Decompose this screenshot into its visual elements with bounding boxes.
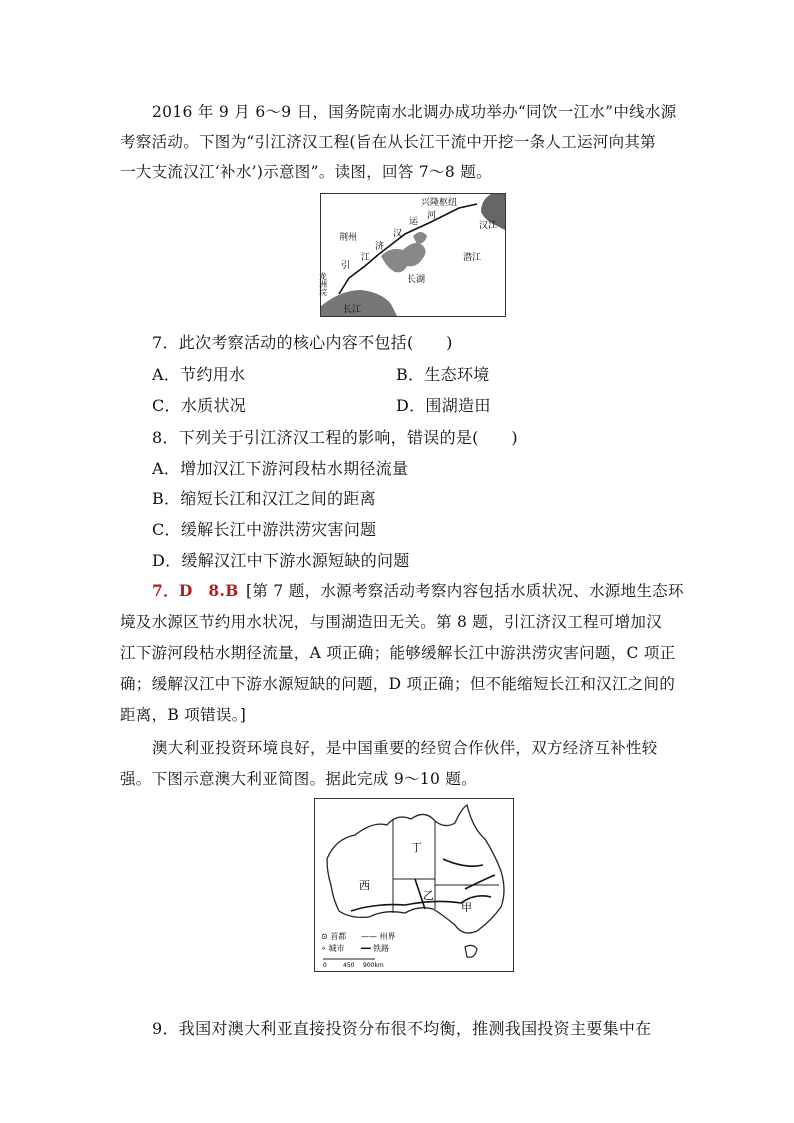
answer-line4: 确；缓解汉江中下游水源短缺的问题，D 项正确；但不能缩短长江和汉江之间的 <box>120 675 676 693</box>
tasmania-outline <box>465 945 477 957</box>
passage2-line2: 强。下图示意澳大利亚简图。据此完成 9～10 题。 <box>120 770 477 788</box>
q7-option-a: A．节约用水 <box>152 365 246 384</box>
q8-option-b: B．缩短长江和汉江之间的距离 <box>152 489 376 508</box>
yinjiangjihan-map <box>320 193 506 317</box>
q7-option-b: B．生态环境 <box>396 365 490 384</box>
map1-label-changjiang: 长江 <box>343 305 362 315</box>
map1-label-qianjiang: 潜江 <box>463 253 482 263</box>
answer-line2: 境及水源区节约用水状况，与围湖造田无关。第 8 题，引江济汉工程可增加汉 <box>120 613 663 631</box>
q7-option-d: D．围湖造田 <box>396 396 491 415</box>
passage1-line3: 一大支流汉江‘补水’)示意图”。读图，回答 7～8 题。 <box>120 163 492 181</box>
map1-label-changhu: 长湖 <box>407 275 426 285</box>
australia-map-svg <box>315 799 513 971</box>
map2-label-yi: 乙 <box>423 889 434 902</box>
map1-label-jiang: 江 <box>361 253 371 263</box>
legend-border: —— 州界 <box>361 932 396 941</box>
scale-900: 900km <box>363 962 384 969</box>
map1-label-jingzhou: 荆州 <box>339 233 358 243</box>
map1-label-hanjiang: 汉江 <box>479 221 498 231</box>
legend-railway: ━━ 铁路 <box>361 944 390 953</box>
q8-option-c: C．缓解长江中游洪涝灾害问题 <box>152 520 377 539</box>
answer-line1: [第 7 题，水源考察活动考察内容包括水质状况、水源地生态环 <box>246 582 684 600</box>
australia-map <box>314 798 514 972</box>
q8-option-d: D．缓解汉江中下游水源短缺的问题 <box>152 551 410 570</box>
legend-city: ∘ 城市 <box>321 944 345 953</box>
australia-outline <box>327 805 504 933</box>
map2-label-ding: 丁 <box>411 841 422 854</box>
answer-line3: 江下游河段枯水期径流量，A 项正确；能够缓解长江中游洪涝灾害问题，C 项正 <box>120 644 676 662</box>
passage1-line1: 2016 年 9 月 6～9 日，国务院南水北调办成功举办“同饮一江水”中线水源 <box>152 103 677 121</box>
passage2-line1: 澳大利亚投资环境良好，是中国重要的经贸合作伙伴，双方经济互补性较 <box>152 739 658 757</box>
q9-stem: 9．我国对澳大利亚直接投资分布很不均衡，推测我国投资主要集中在 <box>152 1019 652 1038</box>
answer-line5: 距离，B 项错误。] <box>120 706 247 724</box>
map2-label-xi: 西 <box>359 879 370 892</box>
passage1-line2: 考察活动。下图为“引江济汉工程(旨在从长江干流中开挖一条人工运河向其第 <box>120 133 656 151</box>
map1-label-han: 汉 <box>393 229 403 239</box>
map1-label-xinglong: 兴隆枢纽 <box>421 198 458 208</box>
legend-capital: ⊙ 首都 <box>321 932 347 941</box>
q8-stem: 8．下列关于引江济汉工程的影响，错误的是( ) <box>152 428 518 447</box>
q7-option-c: C．水质状况 <box>152 396 247 415</box>
answer-key: 7．D 8.B <box>152 581 239 600</box>
yinjiangjihan-map-svg <box>318 194 505 316</box>
map1-label-yun: 运 <box>409 217 419 227</box>
scale-450: 450 <box>343 962 355 969</box>
q7-stem: 7．此次考察活动的核心内容不包括( ) <box>152 333 453 352</box>
q8-option-a: A．增加汉江下游河段枯水期径流量 <box>152 459 409 478</box>
map2-label-jia: 甲 <box>461 901 472 914</box>
map1-label-he: 河 <box>427 211 437 221</box>
lake-branch-shape <box>413 232 427 244</box>
scale-0: 0 <box>323 962 327 969</box>
map1-label-yin: 引 <box>341 261 351 271</box>
map1-label-longzhou: 龙洲垸 <box>318 272 328 296</box>
map1-label-ji: 济 <box>375 242 385 252</box>
